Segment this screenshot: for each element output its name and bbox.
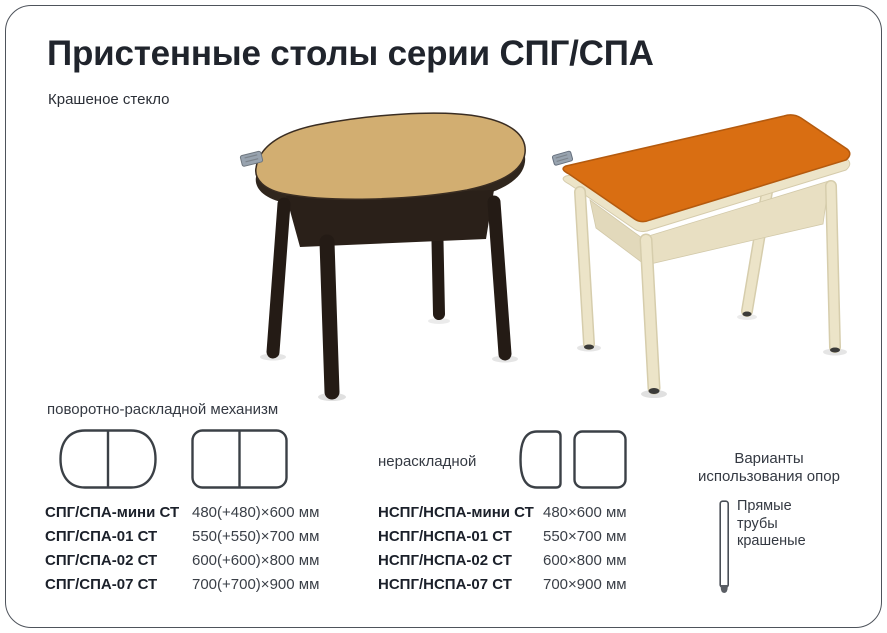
- leg-foot-cap: [584, 345, 594, 350]
- model-name: НСПГ/НСПА-мини СТ: [378, 504, 534, 521]
- product-photo-dark-table: [226, 106, 558, 401]
- orange-table-illustration: [542, 104, 866, 400]
- model-name: СПГ/СПА-01 СТ: [45, 528, 158, 545]
- model-name: НСПГ/НСПА-07 СТ: [378, 576, 512, 593]
- model-size: 550(+550)×700 мм: [192, 528, 320, 545]
- supports-option-label: Прямые трубы крашеные: [737, 498, 806, 549]
- model-name: СПГ/СПА-07 СТ: [45, 576, 158, 593]
- hinge-bracket-icon: [552, 151, 573, 166]
- table-leg: [494, 202, 505, 354]
- leg-foot-cap: [743, 312, 752, 317]
- model-size: 700(+700)×900 мм: [192, 576, 320, 593]
- nonfolding-dshape-top-diagram: [518, 429, 563, 490]
- supports-section-title: [686, 450, 852, 486]
- model-size: 600×800 мм: [543, 552, 627, 569]
- page-subtitle: Крашеное стекло: [48, 91, 170, 108]
- straight-tube-leg-icon: [719, 500, 730, 595]
- model-size: 700×900 мм: [543, 576, 627, 593]
- leg-foot-cap: [830, 348, 840, 353]
- model-size: 480×600 мм: [543, 504, 627, 521]
- dark-table-illustration: [226, 106, 558, 401]
- table-leg: [831, 186, 835, 347]
- supports-title-line2: использования опор: [698, 468, 840, 485]
- nonfolding-section-label: нераскладной: [378, 453, 477, 470]
- leg-foot-cap: [649, 388, 660, 394]
- table-leg: [580, 192, 589, 344]
- folding-section-label: поворотно-раскладной механизм: [47, 401, 279, 418]
- nonfolding-square-top-diagram: [572, 429, 628, 490]
- model-size: 600(+600)×800 мм: [192, 552, 320, 569]
- supports-title-line1: Варианты: [734, 450, 804, 467]
- folding-rect-top-diagram: [190, 428, 289, 490]
- model-size: 550×700 мм: [543, 528, 627, 545]
- model-name: СПГ/СПА-02 СТ: [45, 552, 158, 569]
- model-name: СПГ/СПА-мини СТ: [45, 504, 180, 521]
- model-name: НСПГ/НСПА-01 СТ: [378, 528, 512, 545]
- table-leg: [273, 204, 284, 352]
- product-photo-orange-table: [542, 104, 866, 400]
- model-size: 480(+480)×600 мм: [192, 504, 320, 521]
- model-name: НСПГ/НСПА-02 СТ: [378, 552, 512, 569]
- table-leg: [327, 242, 332, 392]
- page-title: Пристенные столы серии СПГ/СПА: [47, 34, 654, 73]
- folding-oval-top-diagram: [58, 428, 158, 490]
